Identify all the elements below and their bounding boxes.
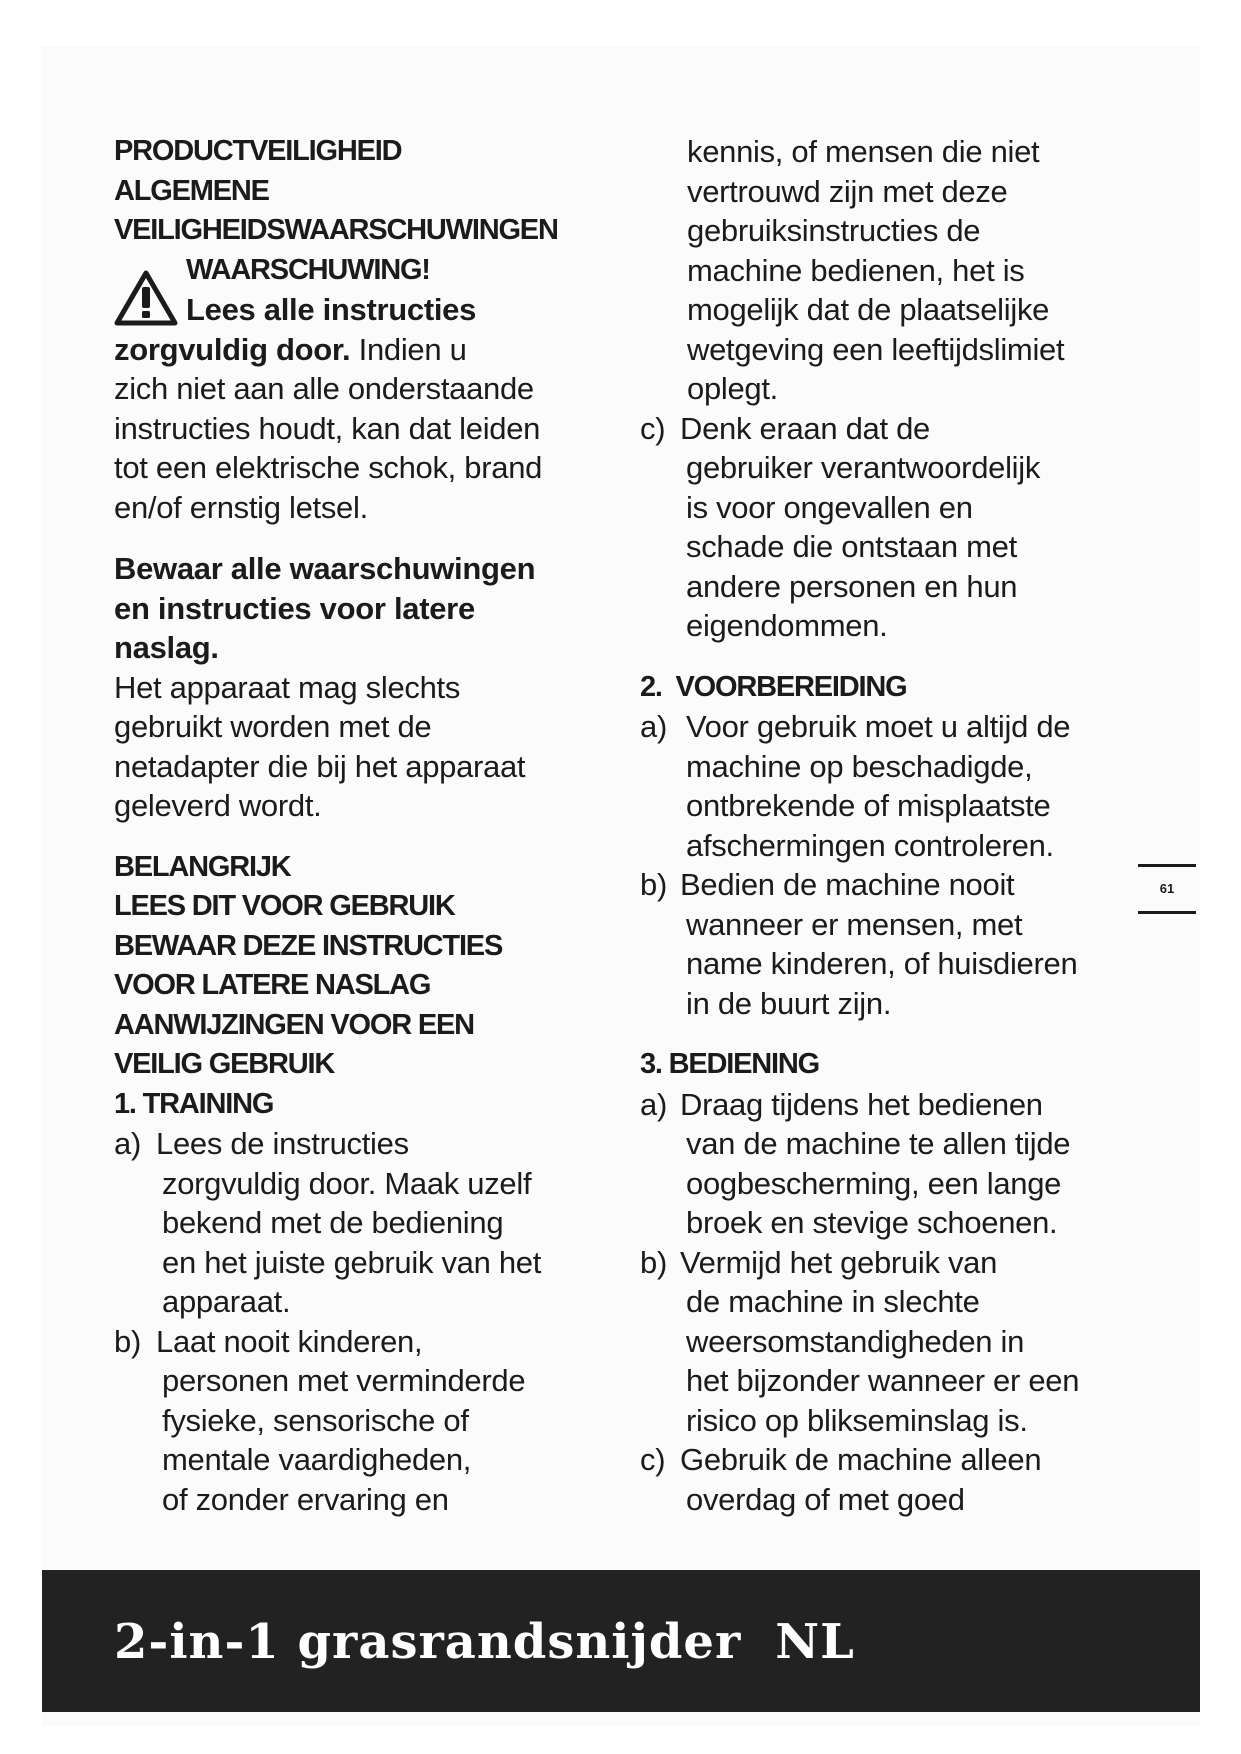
- list-item-line: eigendommen.: [686, 608, 888, 643]
- list-item-line: Laat nooit kinderen,: [156, 1323, 423, 1359]
- continuation-line: kennis, of mensen die niet: [687, 134, 1040, 169]
- right-column: [640, 132, 1120, 1519]
- list-item-line: Gebruik de machine alleen: [680, 1442, 1042, 1477]
- list-item-line: mentale vaardigheden,: [162, 1442, 472, 1477]
- list-item-line: in de buurt zijn.: [686, 985, 892, 1021]
- list-item-line: het bijzonder wanneer er een: [686, 1363, 1080, 1398]
- list-item-label: a): [640, 709, 667, 744]
- continuation-line: vertrouwd zijn met deze: [687, 173, 1008, 209]
- important-line: VOOR LATERE NASLAG: [114, 969, 431, 1001]
- list-item-line: van de machine te allen tijde: [686, 1126, 1071, 1161]
- continuation-line: gebruiksinstructies de: [687, 213, 981, 248]
- list-item-line: wanneer er mensen, met: [686, 906, 1023, 942]
- list-item-line: weersomstandigheden in: [686, 1323, 1025, 1359]
- list-item-line: bekend met de bediening: [162, 1205, 504, 1240]
- continuation-line: wetgeving een leeftijdslimiet: [687, 331, 1065, 367]
- list-item-line: Lees de instructies: [156, 1126, 409, 1161]
- list-item-line: Bedien de machine nooit: [680, 867, 1015, 902]
- keep-line: en instructies voor latere: [114, 590, 475, 626]
- important-block: [114, 848, 614, 1125]
- list-item-line: andere personen en hun: [686, 568, 1018, 604]
- important-line: LEES DIT VOOR GEBRUIK: [114, 890, 455, 922]
- continuation-line: machine bedienen, het is: [687, 252, 1025, 288]
- warning-block: [114, 251, 614, 528]
- list-item-label: b): [114, 1323, 141, 1359]
- important-line: BELANGRIJK: [114, 850, 291, 883]
- list-item: [640, 707, 1120, 865]
- list-item-line: machine op beschadigde,: [686, 748, 1033, 784]
- list-item-line: of zonder ervaring en: [162, 1481, 449, 1517]
- adapter-line: gebruikt worden met de: [114, 709, 432, 744]
- adapter-line: geleverd wordt.: [114, 788, 322, 823]
- adapter-line: Het apparaat mag slechts: [114, 669, 461, 705]
- adapter-line: netadapter die bij het apparaat: [114, 748, 526, 784]
- section-heading-product-safety: [114, 132, 614, 251]
- training-heading: 1. TRAINING: [114, 1087, 274, 1120]
- heading-line: VEILIGHEIDSWAARSCHUWINGEN: [114, 214, 558, 246]
- important-line: AANWIJZINGEN VOOR EEN: [114, 1008, 474, 1041]
- list-item-label: c): [640, 410, 666, 446]
- warning-text-inline: Indien u: [350, 331, 467, 367]
- heading-line: PRODUCTVEILIGHEID: [114, 135, 402, 167]
- list-item-line: overdag of met goed: [686, 1481, 965, 1517]
- warning-line: tot een elektrische schok, brand: [114, 450, 543, 485]
- left-column: [114, 132, 614, 1519]
- continuation-line: mogelijk dat de plaatselijke: [687, 292, 1050, 327]
- keep-line: Bewaar alle waarschuwingen: [114, 551, 536, 586]
- list-item-line: name kinderen, of huisdieren: [686, 946, 1078, 981]
- continuation-line: oplegt.: [687, 371, 778, 406]
- warning-line: en/of ernstig letsel.: [114, 489, 368, 525]
- continuation-block: [640, 132, 1120, 409]
- list-item-line: oogbescherming, een lange: [686, 1165, 1062, 1201]
- list-item-label: b): [640, 867, 667, 902]
- list-item: [640, 1085, 1120, 1243]
- list-item-line: de machine in slechte: [686, 1284, 980, 1319]
- list-item-line: afschermingen controleren.: [686, 827, 1054, 863]
- warning-title: WAARSCHUWING!: [186, 253, 430, 286]
- list-item-line: Vermijd het gebruik van: [680, 1244, 998, 1280]
- important-line: VEILIG GEBRUIK: [114, 1048, 335, 1080]
- list-item-line: Draag tijdens het bedienen: [680, 1086, 1043, 1122]
- product-name: 2-in-1 grasrandsnijder: [114, 1614, 742, 1670]
- list-item-label: c): [640, 1442, 666, 1477]
- warning-bold-inline: zorgvuldig door.: [114, 331, 351, 367]
- list-item-label: a): [640, 1086, 667, 1122]
- preparation-heading: 2. VOORBEREIDING: [640, 670, 907, 703]
- warning-line: zich niet aan alle onderstaande: [114, 371, 534, 406]
- list-item-label: b): [640, 1244, 667, 1280]
- list-item: [640, 409, 1120, 646]
- list-item-line: ontbrekende of misplaatste: [686, 788, 1051, 823]
- list-item: [640, 1243, 1120, 1441]
- page-number: 61: [1138, 864, 1196, 914]
- warning-bold-line: Lees alle instructies: [186, 292, 477, 327]
- list-item-line: broek en stevige schoenen.: [686, 1205, 1058, 1240]
- list-item-line: Voor gebruik moet u altijd de: [686, 709, 1071, 744]
- list-item-line: Denk eraan dat de: [680, 410, 930, 446]
- keep-instructions-block: [114, 549, 614, 826]
- list-item-label: a): [114, 1126, 141, 1161]
- heading-line: ALGEMENE: [114, 174, 269, 207]
- warning-line: instructies houdt, kan dat leiden: [114, 410, 541, 446]
- list-item-line: en het juiste gebruik van het: [162, 1244, 542, 1280]
- list-item-line: risico op blikseminslag is.: [686, 1402, 1028, 1438]
- list-item-line: personen met verminderde: [162, 1363, 526, 1398]
- list-item-line: schade die ontstaan met: [686, 529, 1017, 564]
- footer-bar: [42, 1570, 1200, 1712]
- list-item: [640, 1440, 1120, 1519]
- list-item-line: is voor ongevallen en: [686, 489, 973, 525]
- list-item: [114, 1322, 614, 1520]
- footer-title: [114, 1614, 855, 1670]
- keep-line: naslag.: [114, 630, 219, 665]
- important-line: BEWAAR DEZE INSTRUCTIES: [114, 929, 503, 962]
- warning-triangle-icon: [114, 269, 178, 327]
- list-item-line: apparaat.: [162, 1284, 291, 1319]
- list-item-line: zorgvuldig door. Maak uzelf: [162, 1165, 532, 1201]
- operation-heading: 3. BEDIENING: [640, 1048, 819, 1080]
- language-code: NL: [775, 1614, 855, 1670]
- list-item: [114, 1124, 614, 1322]
- list-item: [640, 865, 1120, 1023]
- list-item-line: fysieke, sensorische of: [162, 1402, 469, 1438]
- warning-line: [114, 330, 614, 370]
- list-item-line: gebruiker verantwoordelijk: [686, 450, 1041, 485]
